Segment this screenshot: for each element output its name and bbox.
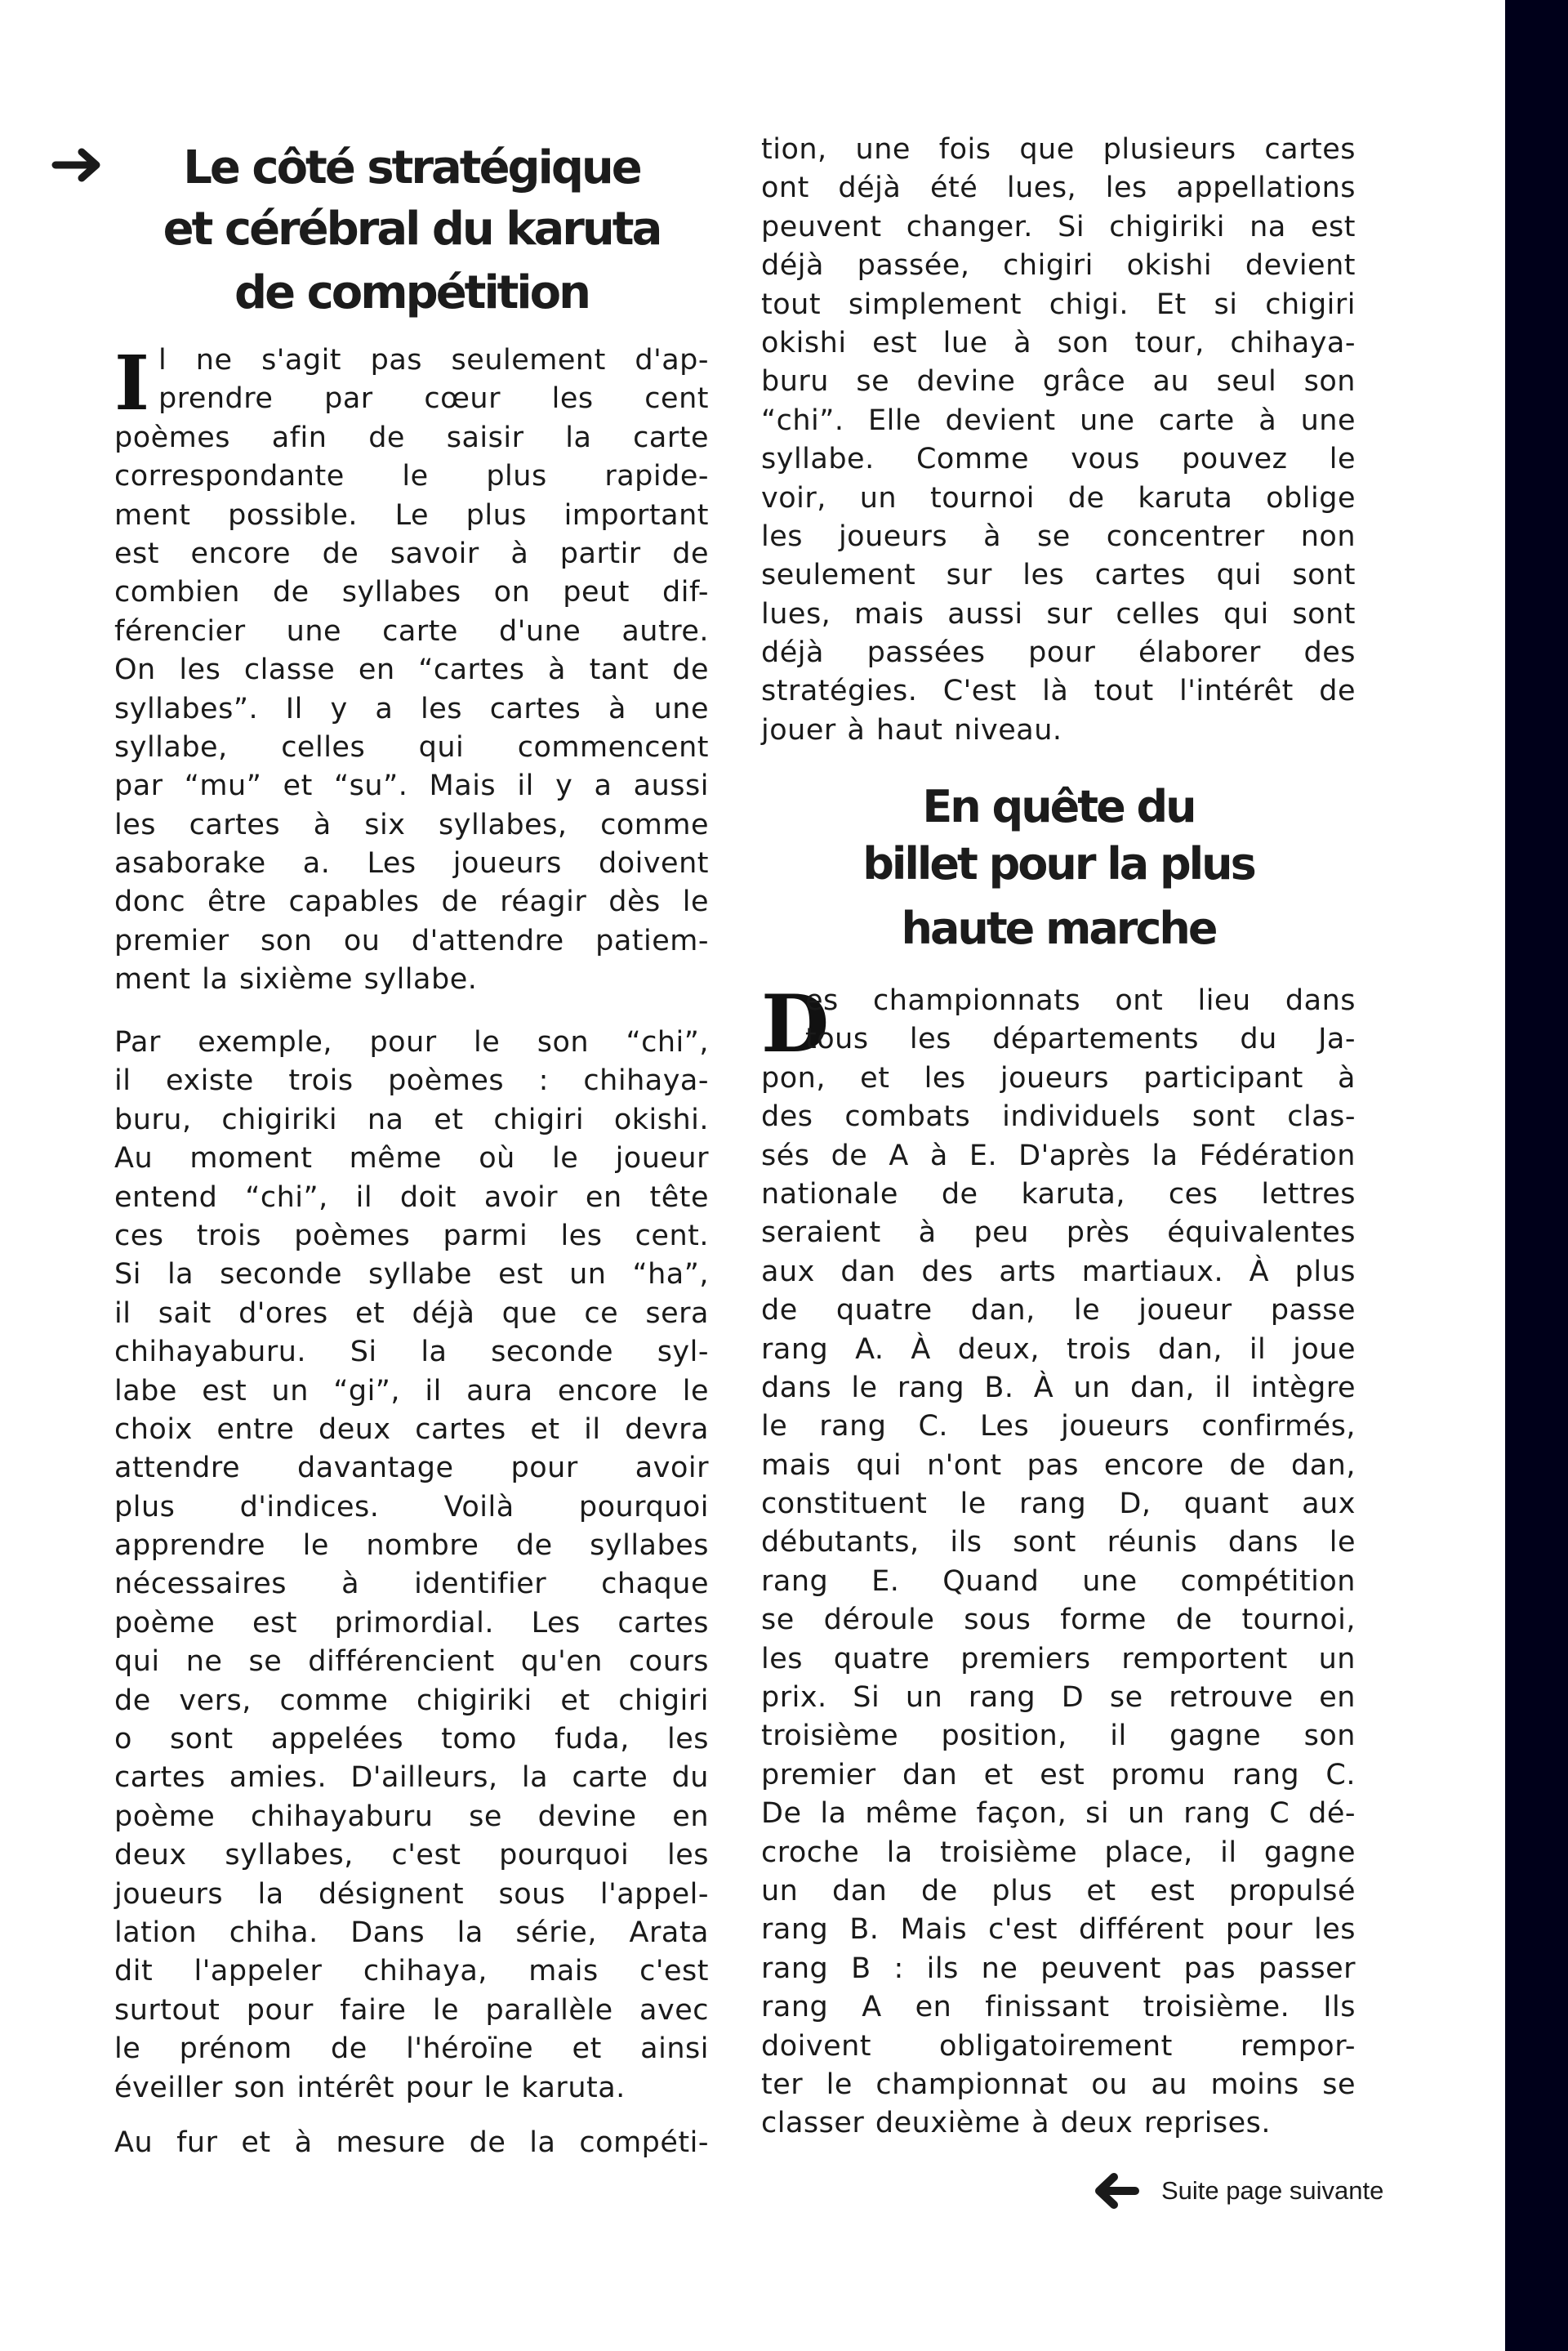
text-line: correspondante le plus rapide- xyxy=(114,460,709,493)
heading-line: En quête du xyxy=(922,781,1195,832)
dropcap: D xyxy=(761,978,830,1070)
text-line: croche la troisième place, il gagne xyxy=(761,1836,1356,1869)
text-line: rang B. Mais c'est différent pour les xyxy=(761,1913,1356,1947)
text-line: Au moment même où le joueur xyxy=(114,1142,709,1176)
text-line: il sait d'ores et déjà que ce sera xyxy=(114,1296,709,1330)
text-line: stratégies. C'est là tout l'intérêt de xyxy=(761,675,1356,708)
text-line: entend “chi”, il doit avoir en tête xyxy=(114,1180,709,1214)
section-heading-ticket xyxy=(761,780,1356,963)
text-line: éveiller son intérêt pour le karuta. xyxy=(114,2071,626,2104)
text-line: prix. Si un rang D se retrouve en xyxy=(761,1681,1356,1715)
text-line: plus d'indices. Voilà pourquoi xyxy=(114,1490,709,1523)
text-line: tion, une fois que plusieurs cartes xyxy=(761,133,1356,166)
text-line: poème chihayaburu se devine en xyxy=(114,1800,709,1833)
text-line: doivent obligatoirement rempor- xyxy=(761,2029,1356,2063)
text-line: les quatre premiers remportent un xyxy=(761,1642,1356,1675)
text-line: déjà passées pour élaborer des xyxy=(761,636,1356,670)
text-line: premier dan et est promu rang C. xyxy=(761,1758,1356,1791)
text-line: de quatre dan, le joueur passe xyxy=(761,1294,1356,1327)
paragraph-competition-start xyxy=(114,2124,709,2162)
text-line: okishi est lue à son tour, chihaya- xyxy=(761,326,1356,359)
text-line: syllabe. Comme vous pouvez le xyxy=(761,443,1356,476)
section-heading-strategy xyxy=(114,139,709,325)
text-line: buru, chigiriki na et chigiri okishi. xyxy=(114,1103,709,1136)
text-line: rang E. Quand une compétition xyxy=(761,1564,1356,1598)
text-line: il existe trois poèmes : chihaya- xyxy=(114,1064,709,1098)
text-line: “chi”. Elle devient une carte à une xyxy=(761,404,1356,437)
heading-line: haute marche xyxy=(901,903,1216,954)
text-line: les joueurs à se concentrer non xyxy=(761,520,1356,553)
text-line: De la même façon, si un rang C dé- xyxy=(761,1797,1356,1831)
text-line: ont déjà été lues, les appellations xyxy=(761,172,1356,205)
text-line: constituent le rang D, quant aux xyxy=(761,1488,1356,1521)
text-line: syllabe, celles qui commencent xyxy=(114,730,709,764)
text-line: troisième position, il gagne son xyxy=(761,1720,1356,1753)
text-line: prendre par cœur les cent xyxy=(158,382,709,416)
text-line: déjà passée, chigiri okishi devient xyxy=(761,249,1356,283)
text-line: poèmes afin de saisir la carte xyxy=(114,421,709,454)
text-line: premier son ou d'attendre patiem- xyxy=(114,924,709,957)
text-line: le rang C. Les joueurs confirmés, xyxy=(761,1410,1356,1443)
text-line: asaborake a. Les joueurs doivent xyxy=(114,847,709,881)
text-line: es championnats ont lieu dans xyxy=(805,984,1356,1017)
text-line: combien de syllabes on peut dif- xyxy=(114,576,709,609)
text-line: buru se devine grâce au seul son xyxy=(761,365,1356,399)
text-line: l ne s'agit pas seulement d'ap- xyxy=(158,344,709,377)
text-line: attendre davantage pour avoir xyxy=(114,1452,709,1485)
text-line: des combats individuels sont clas- xyxy=(761,1100,1356,1134)
text-line: sés de A à E. D'après la Fédération xyxy=(761,1139,1356,1172)
text-line: dans le rang B. À un dan, il intègre xyxy=(761,1371,1356,1404)
text-line: joueurs la désignent sous l'appel- xyxy=(114,1877,709,1911)
text-line: férencier une carte d'une autre. xyxy=(114,614,709,648)
text-line: seraient à peu près équivalentes xyxy=(761,1216,1356,1250)
text-line: rang B : ils ne peuvent pas passer xyxy=(761,1952,1356,1985)
heading-line: billet pour la plus xyxy=(862,838,1254,890)
text-line: nationale de karuta, ces lettres xyxy=(761,1177,1356,1211)
continue-label: Suite page suivante xyxy=(1161,2176,1384,2205)
arrow-right-icon xyxy=(51,147,103,183)
text-line: Par exemple, pour le son “chi”, xyxy=(114,1026,709,1059)
text-line: Au fur et à mesure de la compéti- xyxy=(114,2126,709,2159)
text-line: deux syllabes, c'est pourquoi les xyxy=(114,1839,709,1872)
text-line: pon, et les joueurs participant à xyxy=(761,1061,1356,1095)
text-line: On les classe en “cartes à tant de xyxy=(114,654,709,687)
heading-line: Le côté stratégique xyxy=(183,141,640,194)
text-line: peuvent changer. Si chigiriki na est xyxy=(761,210,1356,243)
text-line: de vers, comme chigiriki et chigiri xyxy=(114,1684,709,1717)
text-line: chihayaburu. Si la seconde syl- xyxy=(114,1336,709,1369)
text-line: voir, un tournoi de karuta oblige xyxy=(761,481,1356,515)
arrow-left-icon xyxy=(1094,2173,1140,2209)
text-line: rang A en finissant troisième. Ils xyxy=(761,1991,1356,2024)
text-line: ces trois poèmes parmi les cent. xyxy=(114,1219,709,1252)
text-line: lation chiha. Dans la série, Arata xyxy=(114,1916,709,1949)
text-line: Si la seconde syllabe est un “ha”, xyxy=(114,1258,709,1291)
text-line: débutants, ils sont réunis dans le xyxy=(761,1526,1356,1559)
text-line: cartes amies. D'ailleurs, la carte du xyxy=(114,1761,709,1795)
paragraph-example xyxy=(114,1024,709,2108)
text-line: donc être capables de réagir dès le xyxy=(114,886,709,919)
text-line: se déroule sous forme de tournoi, xyxy=(761,1604,1356,1637)
text-line: ter le championnat ou au moins se xyxy=(761,2068,1356,2101)
paragraph-competition-continued xyxy=(761,131,1356,750)
text-line: apprendre le nombre de syllabes xyxy=(114,1529,709,1563)
text-line: surtout pour faire le parallèle avec xyxy=(114,1993,709,2027)
text-line: classer deuxième à deux reprises. xyxy=(761,2107,1272,2140)
text-line: o sont appelées tomo fuda, les xyxy=(114,1723,709,1756)
text-line: nécessaires à identifier chaque xyxy=(114,1568,709,1601)
text-line: poème est primordial. Les cartes xyxy=(114,1606,709,1639)
text-line: labe est un “gi”, il aura encore le xyxy=(114,1374,709,1407)
text-line: rang A. À deux, trois dan, il joue xyxy=(761,1332,1356,1366)
paragraph-championships xyxy=(761,978,1356,2144)
text-line: mais qui n'ont pas encore de dan, xyxy=(761,1448,1356,1482)
paragraph-intro xyxy=(114,341,709,1000)
text-line: les cartes à six syllabes, comme xyxy=(114,808,709,841)
text-line: tout simplement chigi. Et si chigiri xyxy=(761,288,1356,321)
text-line: lues, mais aussi sur celles qui sont xyxy=(761,597,1356,631)
side-panel xyxy=(1505,0,1568,2351)
text-line: qui ne se différencient qu'en cours xyxy=(114,1645,709,1679)
text-line: syllabes”. Il y a les cartes à une xyxy=(114,692,709,725)
text-line: seulement sur les cartes qui sont xyxy=(761,559,1356,592)
heading-line: et cérébral du karuta xyxy=(163,203,661,256)
text-line: le prénom de l'héroïne et ainsi xyxy=(114,2032,709,2066)
text-line: un dan de plus et est propulsé xyxy=(761,1874,1356,1907)
text-line: jouer à haut niveau. xyxy=(761,713,1062,747)
text-line: dit l'appeler chihaya, mais c'est xyxy=(114,1955,709,1988)
text-line: ment possible. Le plus important xyxy=(114,498,709,532)
text-line: aux dan des arts martiaux. À plus xyxy=(761,1255,1356,1288)
text-line: ment la sixième syllabe. xyxy=(114,963,478,997)
text-line: est encore de savoir à partir de xyxy=(114,537,709,570)
dropcap: I xyxy=(114,339,150,427)
text-line: choix entre deux cartes et il devra xyxy=(114,1412,709,1446)
text-line: par “mu” et “su”. Mais il y a aussi xyxy=(114,770,709,803)
heading-line: de compétition xyxy=(234,266,589,319)
text-line: tous les départements du Ja- xyxy=(805,1023,1356,1056)
continue-next-page[interactable] xyxy=(1094,2173,1383,2209)
